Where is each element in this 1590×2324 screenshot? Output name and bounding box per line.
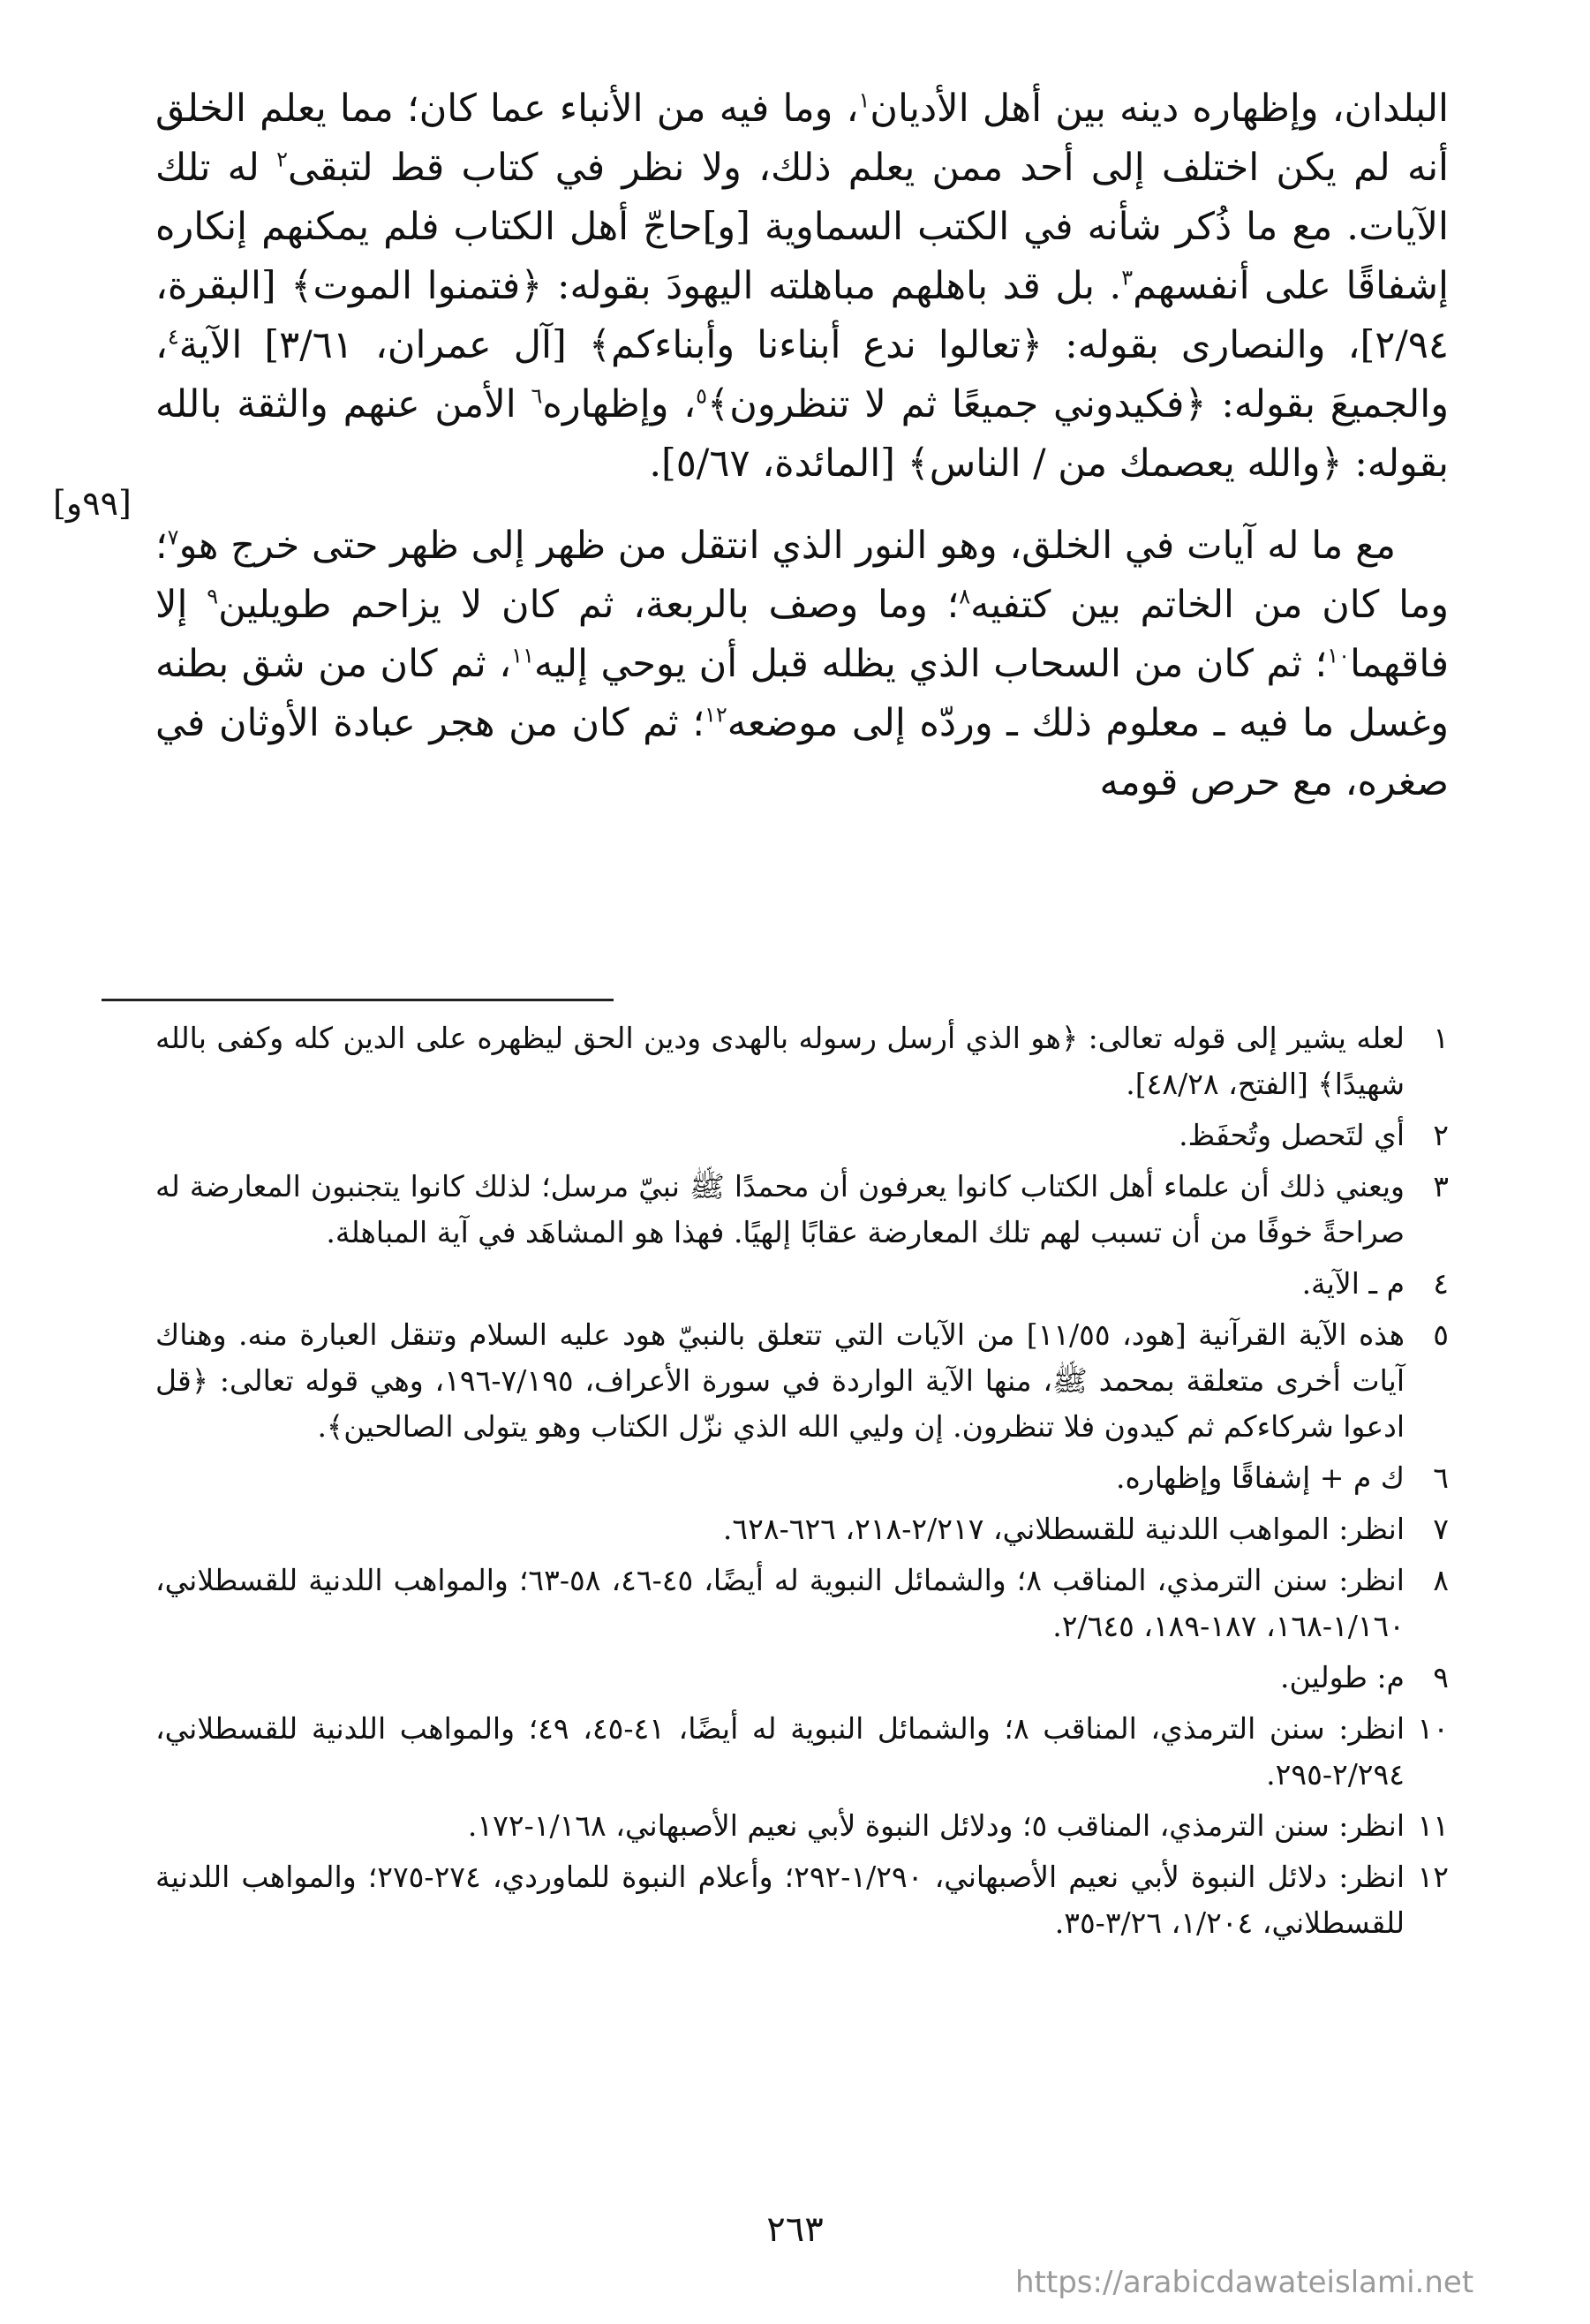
footnote — [155, 1706, 1449, 1798]
footnote-text: م ـ الآية. — [1301, 1266, 1405, 1301]
footnote-ref-10[interactable]: ١٠ — [1327, 643, 1350, 668]
footnote-ref-2[interactable]: ٢ — [276, 147, 288, 172]
footnote-number: ١٢ — [1417, 1860, 1449, 1894]
footnote-text: انظر: دلائل النبوة لأبي نعيم الأصبهاني، ١/٢٩٠-٢٩٢؛ وأعلام النبوة للماوردي، ٢٧٤-٢٧٥؛ والمواهب اللدنية للقسطلاني، ١/٢٠٤، ٣/٢٦-٣٥. — [155, 1860, 1405, 1940]
footnote-text: انظر: سنن الترمذي، المناقب ٨؛ والشمائل النبوية له أيضًا، ٤٥-٤٦، ٥٨-٦٣؛ والمواهب اللدنية للقسطلاني، ١/١٦٠-١٦٨، ١٨٧-١٨٩، ٢/٦٤٥. — [155, 1563, 1405, 1643]
main-text — [155, 79, 1449, 812]
footnote-ref-12[interactable]: ١٢ — [705, 702, 727, 728]
text-segment: له تلك الآيات. مع ما ذُكر شأنه في الكتب السماوية [و]حاجّ أهل الكتاب فلم يمكنهم إنكاره إشفاقًا على أنفسهم — [155, 146, 1449, 308]
paragraph-2 — [155, 517, 1449, 812]
footnote-number: ٤ — [1433, 1266, 1449, 1301]
footnote-text: لعله يشير إلى قوله تعالى: ﴿هو الذي أرسل رسوله بالهدى ودين الحق ليظهره على الدين كله وكفى بالله شهيدًا﴾ [الفتح، ٤٨/٢٨]. — [155, 1021, 1405, 1101]
footnote-ref-6[interactable]: ٦ — [531, 383, 543, 409]
footnote-text: انظر: سنن الترمذي، المناقب ٥؛ ودلائل النبوة لأبي نعيم الأصبهاني، ١/١٦٨-١٧٢. — [467, 1808, 1405, 1843]
footnote-ref-5[interactable]: ٥ — [696, 383, 708, 409]
footnote — [155, 1261, 1449, 1307]
footnotes — [155, 1015, 1449, 1951]
footnote-ref-9[interactable]: ٩ — [207, 584, 219, 609]
text-segment: . بل قد باهلهم مباهلته اليهودَ بقوله: ﴿فتمنوا الموت﴾ [البقرة، ٢/٩٤]، والنصارى بقوله: ﴿تعالوا ندع أبناءنا وأبناءكم﴾ [آل عمران، ٣/٦١] الآية — [155, 264, 1450, 367]
text-segment: ، والجميعَ بقوله: ﴿فكيدوني جميعًا ثم لا تنظرون﴾ — [155, 323, 1449, 426]
footnote — [155, 1506, 1449, 1552]
footnote-number: ٦ — [1433, 1460, 1449, 1495]
paragraph-1 — [155, 79, 1449, 494]
text-segment: ؛ وما كان من الخاتم بين كتفيه — [155, 524, 1450, 627]
footnote — [155, 1312, 1449, 1450]
footnote-text: ويعني ذلك أن علماء أهل الكتاب كانوا يعرفون أن محمدًا ﷺ نبيّ مرسل؛ لذلك كانوا يتجنبون المعارضة له صراحةً خوفًا من أن تسبب لهم تلك المعارضة عقابًا إلهيًا. فهذا هو المشاهَد في آية المباهلة. — [155, 1169, 1405, 1249]
footnote — [155, 1164, 1449, 1256]
footnote-text: أي لتَحصل وتُحفَظ. — [1179, 1118, 1405, 1152]
page-number: ٢٦٣ — [766, 2209, 824, 2250]
footnote-separator — [102, 999, 614, 1001]
footnote-text: ك م + إشفاقًا وإظهاره. — [1116, 1460, 1405, 1495]
text-segment: ، وإظهاره — [542, 382, 697, 426]
footnote-number: ٥ — [1433, 1317, 1449, 1352]
footnote-ref-3[interactable]: ٣ — [1121, 265, 1134, 290]
footnote-number: ٧ — [1433, 1512, 1449, 1546]
footnote — [155, 1113, 1449, 1158]
text-segment: البلدان، وإظهاره دينه بين أهل الأديان — [870, 87, 1449, 131]
footnote-text: م: طولين. — [1280, 1660, 1405, 1694]
footnote — [155, 1558, 1449, 1649]
source-watermark[interactable]: https://arabicdawateislami.net — [1015, 2265, 1474, 2300]
text-segment: إلا فاقهما — [155, 583, 1449, 686]
footnote-number: ٩ — [1433, 1660, 1449, 1694]
text-segment: ، وما فيه من الأنباء عما كان؛ مما يعلم الخلق أنه لم يكن اختلف إلى أحد ممن يعلم ذلك، ولا نظر في كتاب قط لتبقى — [155, 87, 1449, 190]
text-segment: ، ثم كان من شق بطنه وغسل ما فيه ـ معلوم ذلك ـ وردّه إلى موضعه — [155, 642, 1449, 745]
footnote-text: انظر: سنن الترمذي، المناقب ٨؛ والشمائل النبوية له أيضًا، ٤١-٤٥، ٤٩؛ والمواهب اللدنية للقسطلاني، ٢/٢٩٤-٢٩٥. — [155, 1711, 1405, 1792]
footnote-number: ١٠ — [1417, 1711, 1449, 1746]
text-segment: ؛ ثم كان من السحاب الذي يظله قبل أن يوحي إليه — [533, 642, 1328, 686]
footnote — [155, 1655, 1449, 1701]
footnote-ref-11[interactable]: ١١ — [511, 643, 534, 668]
footnote — [155, 1854, 1449, 1946]
footnote — [155, 1455, 1449, 1501]
footnote-number: ٢ — [1433, 1118, 1449, 1152]
text-segment: الأمن عنهم والثقة بالله بقوله: ﴿والله يعصمك من / الناس﴾ [المائدة، ٥/٦٧]. — [155, 382, 1449, 486]
text-segment: ؛ ثم كان من هجر عبادة الأوثان في صغره، مع حرص قومه — [155, 701, 1449, 804]
footnote-ref-4[interactable]: ٤ — [167, 324, 179, 350]
footnote — [155, 1015, 1449, 1107]
footnote-number: ١ — [1433, 1021, 1449, 1055]
footnote — [155, 1803, 1449, 1849]
footnote-number: ٨ — [1433, 1563, 1449, 1597]
manuscript-folio-marker: [٩٩و] — [53, 484, 132, 523]
text-segment: مع ما له آيات في الخلق، وهو النور الذي انتقل من ظهر إلى ظهر حتى خرج هو — [178, 524, 1396, 568]
footnote-text: انظر: المواهب اللدنية للقسطلاني، ٢/٢١٧-٢١٨، ٦٢٦-٦٢٨. — [722, 1512, 1405, 1546]
text-segment: ؛ وما وصف بالربعة، ثم كان لا يزاحم طويلين — [218, 583, 960, 627]
footnote-ref-7[interactable]: ٧ — [167, 524, 179, 550]
footnote-ref-1[interactable]: ١ — [858, 87, 870, 113]
footnote-text: هذه الآية القرآنية [هود، ١١/٥٥] من الآيات التي تتعلق بالنبيّ هود عليه السلام وتنقل العبارة منه. وهناك آيات أخرى متعلقة بمحمد ﷺ، منها الآية الواردة في سورة الأعراف، ٧/١٩٥-١٩٦، وهي قوله تعالى: ﴿قل ادعوا شركاءكم ثم كيدون فلا تنظرون. إن وليي الله الذي نزّل الكتاب وهو يتولى الصالحين﴾. — [155, 1317, 1405, 1444]
footnote-number: ٣ — [1433, 1169, 1449, 1204]
footnote-number: ١١ — [1417, 1808, 1449, 1843]
footnote-ref-8[interactable]: ٨ — [959, 584, 971, 609]
